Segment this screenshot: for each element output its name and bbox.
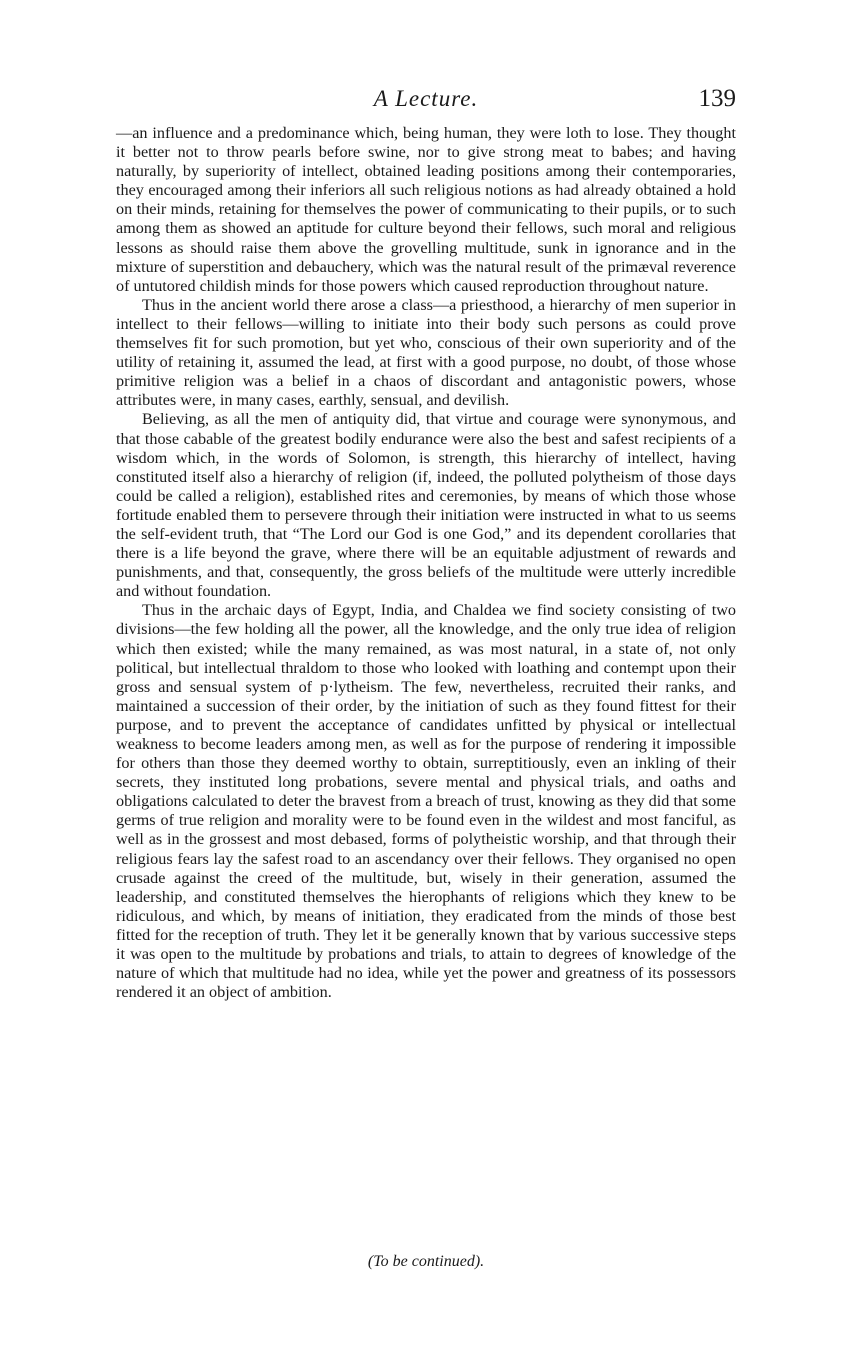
- running-title: A Lecture.: [373, 86, 479, 111]
- article-body: [116, 124, 736, 1002]
- page-number: 139: [698, 85, 736, 112]
- paragraph-hierarchy: Believing, as all the men of antiquity did, that virtue and courage were synonymous, and that those cabable of the greatest bodily endurance were also the best and safest recipients of a wisdom which, in the words of Solomon, is strength, this hierarchy of intellect, having constituted itself also a hierarchy of religion (if, indeed, the polluted polytheism of those days could be called a religion), established rites and ceremonies, by means of which those whose fortitude enabled them to persevere through their initiation were instructed in what to us seems the self-evident truth, that “The Lord our God is one God,” and its dependent corollaries that there is a life beyond the grave, where there will be an equitable adjustment of rewards and punishments, and that, consequently, the gross beliefs of the multitude were utterly incredible and without foundation.: [116, 410, 736, 601]
- to-be-continued-note: (To be continued).: [367, 1253, 485, 1270]
- running-header: [116, 82, 736, 116]
- paragraph-continuation: —an influence and a predominance which, being human, they were loth to lose. They thought it better not to throw pearls before swine, nor to give strong meat to babes; and having naturally, by superiority of intellect, obtained leading positions among their contemporaries, they encouraged among their inferiors all such religious notions as had already obtained a hold on their minds, retaining for themselves the power of communicating to their pupils, or to such among them as showed an aptitude for culture beyond their fellows, such moral and religious lessons as should raise them above the grovelling multitude, sunk in ignorance and in the mixture of superstition and debauchery, which was the natural result of the primæval reverence of untutored childish minds for those powers which caused reproduction throughout nature.: [116, 124, 736, 295]
- paragraph-priesthood: Thus in the ancient world there arose a class—a priesthood, a hierarchy of men superior in intellect to their fellows—willing to initiate into their body such persons as could prove themselves fit for such promotion, but yet who, conscious of their own superiority and of the utility of retaining it, assumed the lead, at first with a good purpose, no doubt, of those whose primitive religion was a belief in a chaos of discordant and antagonistic powers, whose attributes were, in many cases, earthly, sensual, and devilish.: [116, 295, 736, 410]
- paragraph-archaic-days: Thus in the archaic days of Egypt, India, and Chaldea we find society consisting of two divisions—the few holding all the power, all the knowledge, and the only true idea of religion which then existed; while the many remained, as was most natural, in a state of, not only political, but intellectual thraldom to those who looked with loathing and contempt upon their gross and sensual system of p·lytheism. The few, nevertheless, recruited their ranks, and maintained a succession of their order, by the initiation of such as they found fittest for their purpose, and to prevent the acceptance of candidates unfitted by physical or intellectual weakness to become leaders among men, as well as for the purpose of rendering it impossible for others than those they deemed worthy to obtain, surreptitiously, even an inkling of their secrets, they instituted long probations, severe mental and physical trials, and oaths and obligations calculated to deter the bravest from a breach of trust, knowing as they did that some germs of true religion and morality were to be found even in the wildest and most fanciful, as well as in the grossest and most debased, forms of polytheistic worship, and that through their religious fears lay the safest road to an ascendancy over their fellows. They organised no open crusade against the creed of the multitude, but, wisely in their generation, assumed the leadership, and constituted themselves the hierophants of religions which they knew to be ridiculous, and which, by means of initiation, they eradicated from the minds of those best fitted for the reception of truth. They let it be generally known that by various successive steps it was open to the multitude by probations and trials, to attain to degrees of knowledge of the nature of which that multitude had no idea, while yet the power and greatness of its possessors rendered it an object of ambition.: [116, 601, 736, 1002]
